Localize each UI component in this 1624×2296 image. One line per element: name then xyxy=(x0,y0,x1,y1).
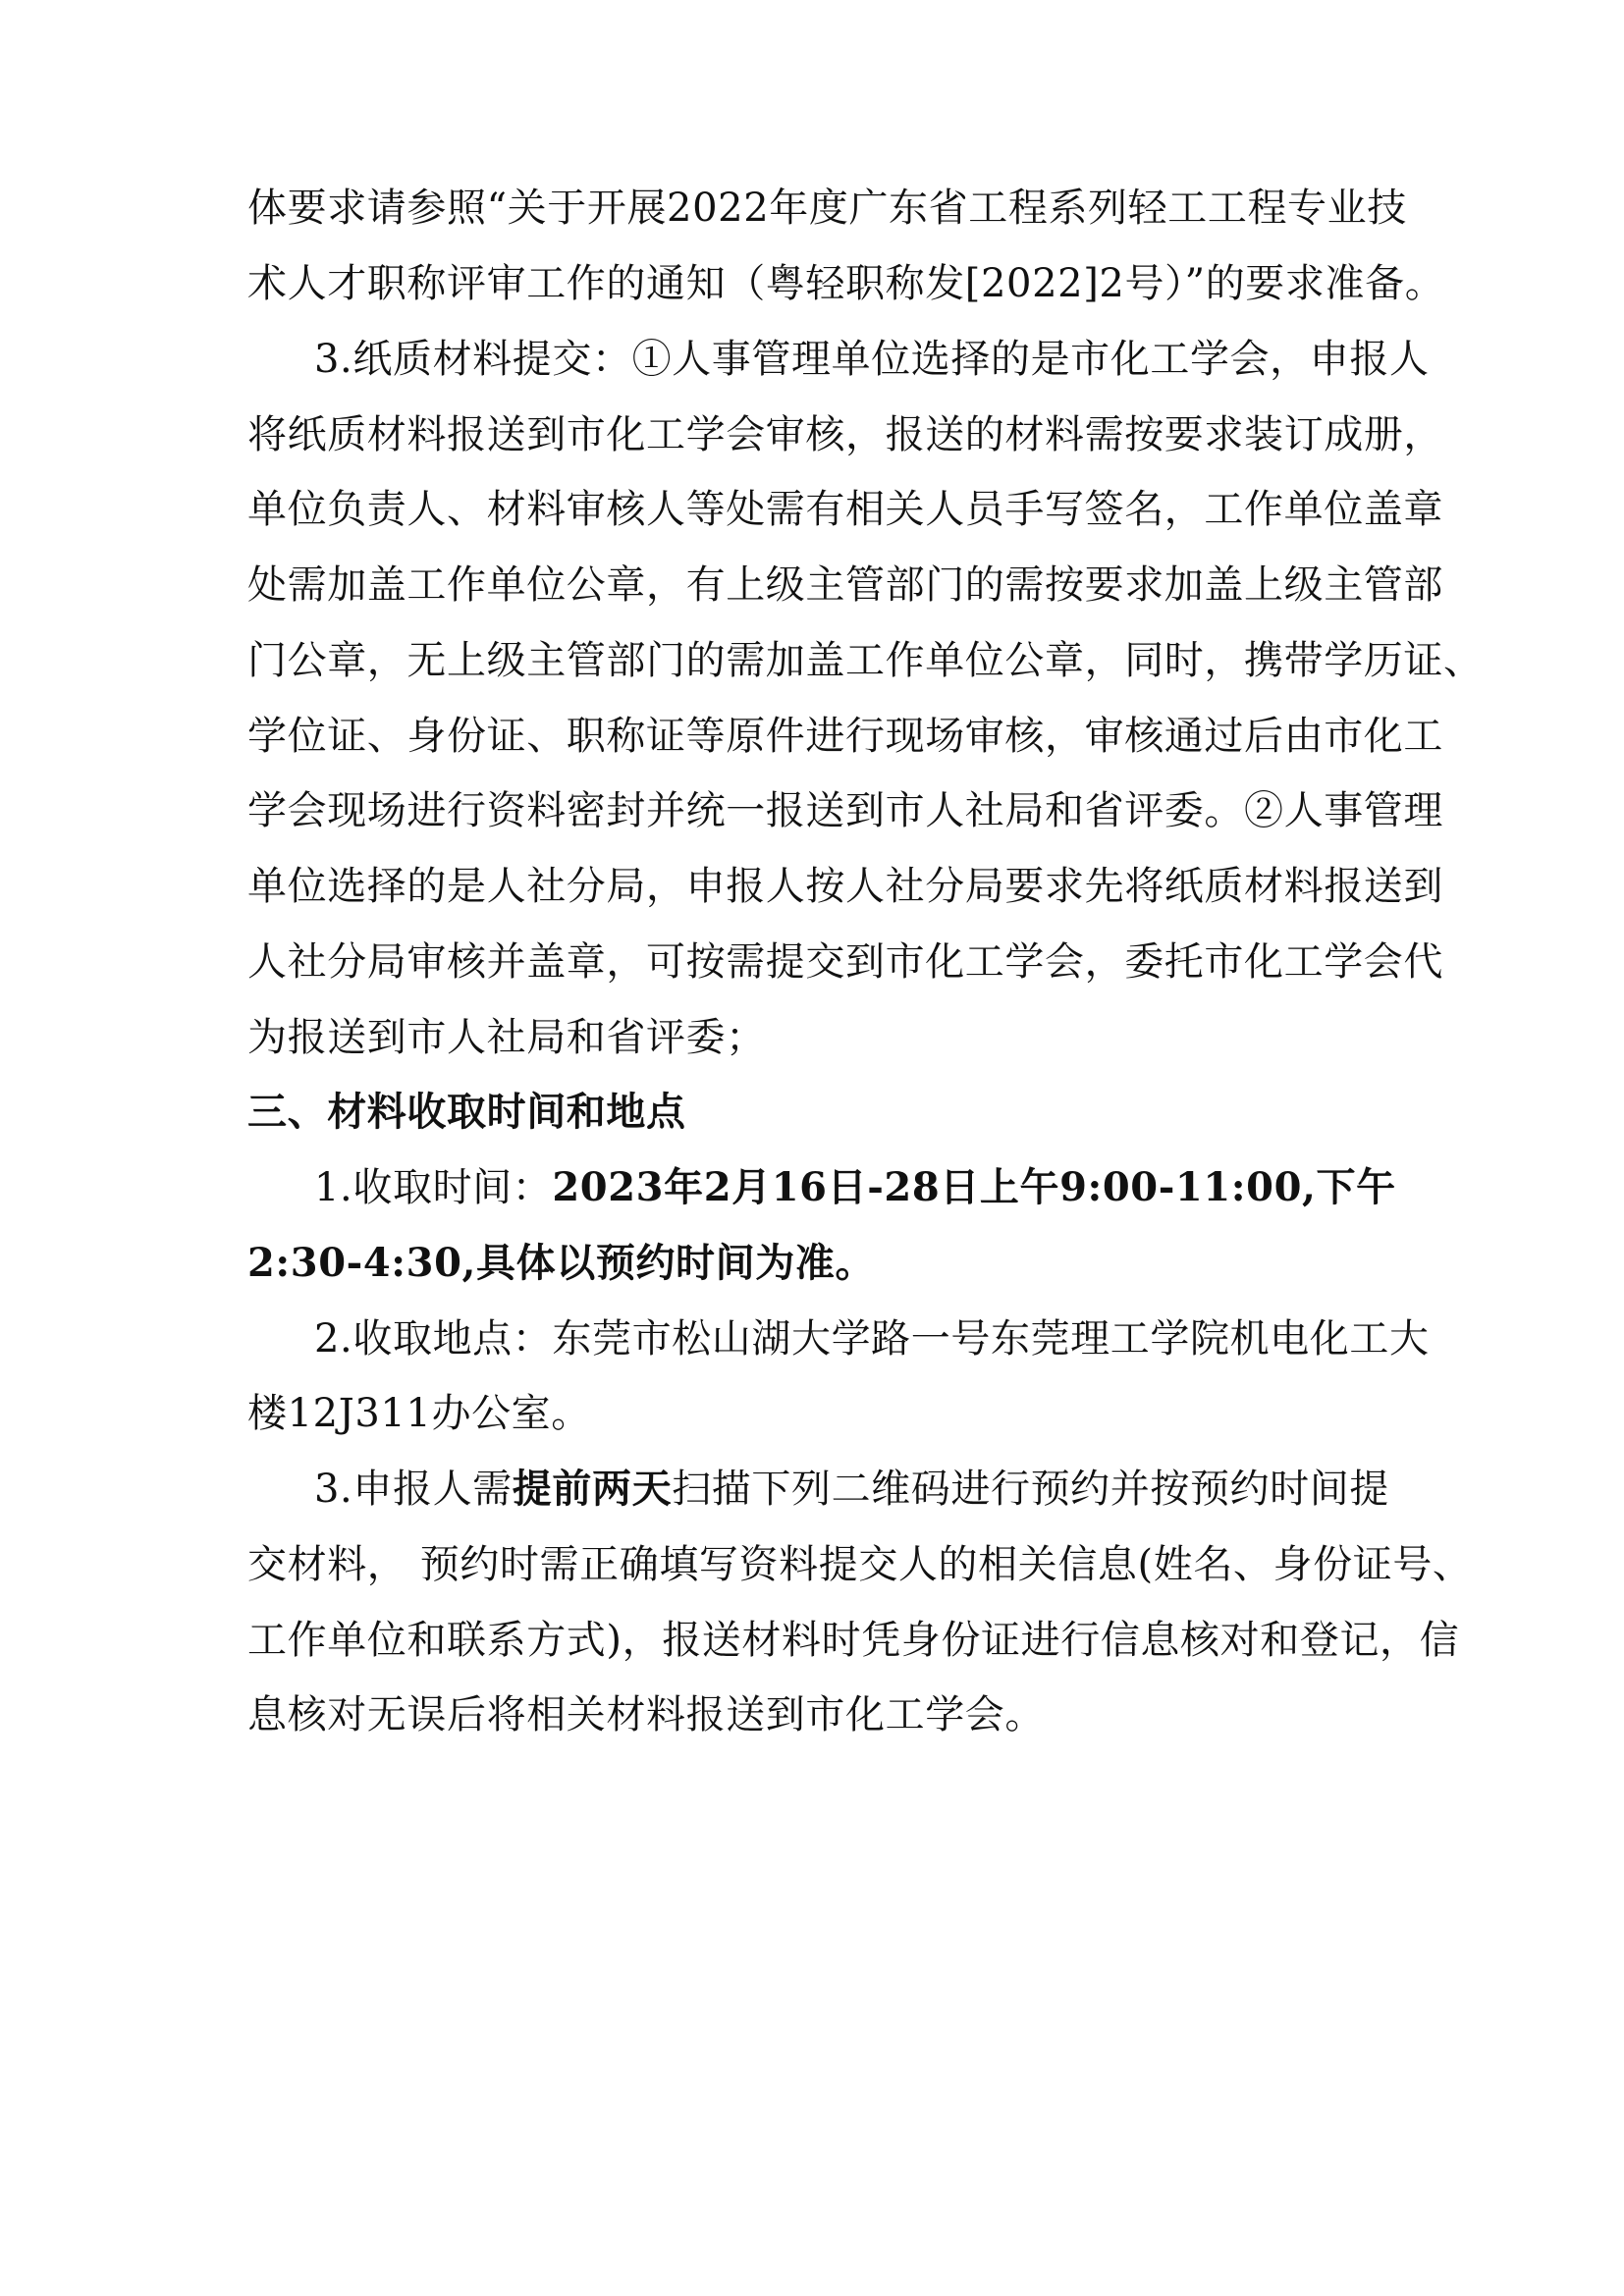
paragraph-line: 术人才职称评审工作的通知（粤轻职称发[2022]2号）”的要求准备。 xyxy=(247,261,1445,306)
place-line-2: 楼12J311办公室。 xyxy=(247,1391,591,1436)
paragraph-line: 3.纸质材料提交：①人事管理单位选择的是市化工学会，申报人 xyxy=(314,337,1430,382)
reserve-suffix: 扫描下列二维码进行预约并按预约时间提 xyxy=(672,1467,1389,1512)
reserve-line-4: 息核对无误后将相关材料报送到市化工学会。 xyxy=(247,1692,1045,1737)
paragraph-line: 人社分局审核并盖章，可按需提交到市化工学会，委托市化工学会代 xyxy=(247,939,1443,985)
place-line-1: 2.收取地点：东莞市松山湖大学路一号东莞理工学院机电化工大 xyxy=(314,1316,1430,1362)
section-heading: 三、材料收取时间和地点 xyxy=(247,1090,686,1135)
paragraph-line: 为报送到市人社局和省评委； xyxy=(247,1015,766,1060)
reserve-line-2: 交材料， 预约时需正确填写资料提交人的相关信息(姓名、身份证号、 xyxy=(247,1542,1473,1587)
time-prefix: 1.收取时间： xyxy=(314,1165,553,1210)
time-line-1 xyxy=(314,1162,1453,1213)
paragraph-line: 学会现场进行资料密封并统一报送到市人社局和省评委。②人事管理 xyxy=(247,788,1443,833)
reserve-prefix: 3.申报人需 xyxy=(314,1467,513,1512)
paragraph-line: 单位负责人、材料审核人等处需有相关人员手写签名，工作单位盖章 xyxy=(247,487,1443,532)
paragraph-line: 将纸质材料报送到市化工学会审核，报送的材料需按要求装订成册， xyxy=(247,412,1443,457)
paragraph-line: 处需加盖工作单位公章，有上级主管部门的需按要求加盖上级主管部 xyxy=(247,562,1443,608)
time-line-2: 2:30-4:30,具体以预约时间为准。 xyxy=(247,1240,876,1286)
reserve-line-1 xyxy=(314,1464,1453,1515)
paragraph-line: 单位选择的是人社分局，申报人按人社分局要求先将纸质材料报送到 xyxy=(247,864,1443,909)
reserve-emphasis: 提前两天 xyxy=(512,1466,673,1512)
paragraph-line: 体要求请参照“关于开展2022年度广东省工程系列轻工工程专业技 xyxy=(247,186,1407,231)
paragraph-line: 门公章，无上级主管部门的需加盖工作单位公章，同时，携带学历证、 xyxy=(247,638,1484,683)
reserve-line-3: 工作单位和联系方式)，报送材料时凭身份证进行信息核对和登记，信 xyxy=(247,1618,1460,1663)
paragraph-line: 学位证、身份证、职称证等原件进行现场审核，审核通过后由市化工 xyxy=(247,714,1443,759)
time-value: 2023年2月16日-28日上午9:00-11:00,下午 xyxy=(552,1164,1396,1210)
